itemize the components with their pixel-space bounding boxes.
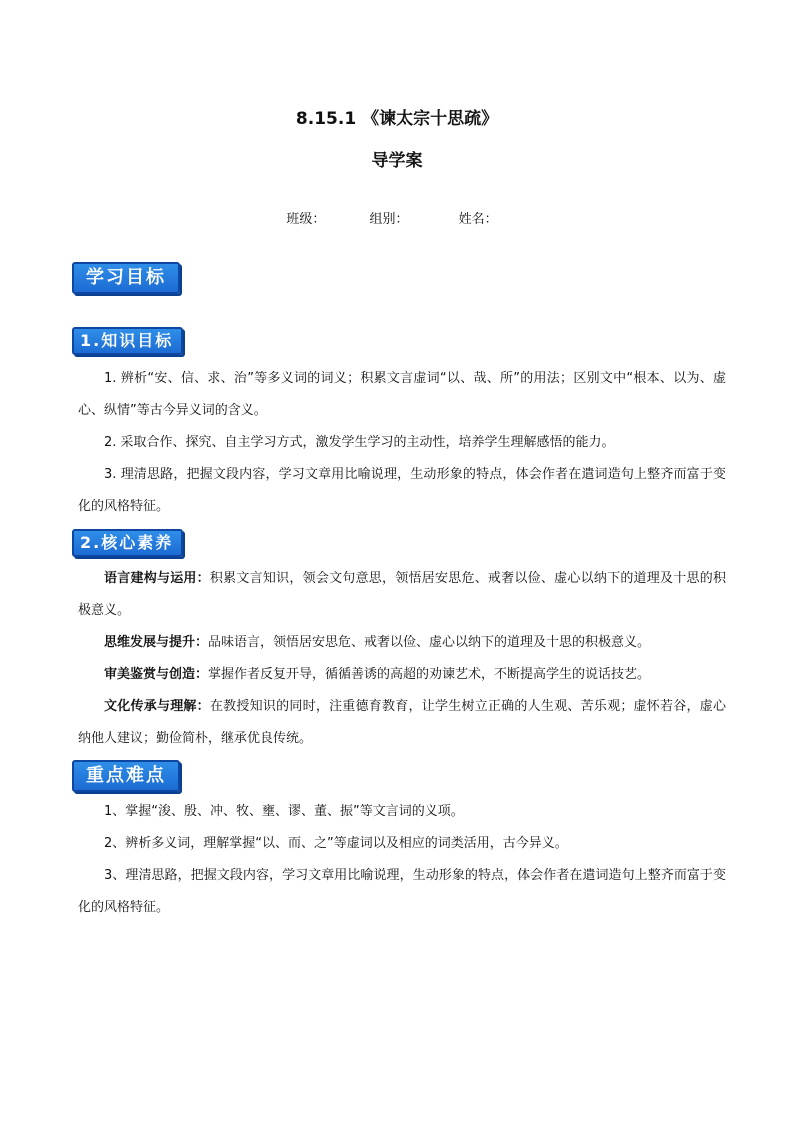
core-item bbox=[78, 563, 726, 627]
learning-goals-badge: 学习目标 bbox=[72, 262, 180, 294]
key-item: 1、掌握“浚、殷、冲、牧、壅、谬、董、振”等文言词的义项。 bbox=[104, 804, 464, 819]
core-item bbox=[78, 659, 726, 691]
core-item bbox=[78, 627, 726, 659]
core-item-text: 品味语言，领悟居安思危、戒奢以俭、虚心以纳下的道理及十思的积极意义。 bbox=[208, 635, 651, 650]
core-item-text: 掌握作者反复开导，循循善诱的高超的劝谏艺术，不断提高学生的说话技艺。 bbox=[208, 667, 651, 682]
core-item-label: 文化传承与理解： bbox=[104, 699, 210, 714]
knowledge-item: 3. 理清思路，把握文段内容，学习文章用比喻说理，生动形象的特点，体会作者在遣词造句上整齐而富于变化的风格特征。 bbox=[78, 467, 726, 514]
core-item-label: 语言建构与运用： bbox=[104, 571, 210, 586]
knowledge-item: 2. 采取合作、探究、自主学习方式，激发学生学习的主动性，培养学生理解感悟的能力。 bbox=[104, 435, 615, 450]
student-info-line bbox=[0, 208, 794, 227]
page-title: 8.15.1 《谏太宗十思疏》 bbox=[295, 109, 499, 129]
core-literacy-badge: 2.核心素养 bbox=[72, 529, 183, 557]
key-item: 3、理清思路，把握文段内容，学习文章用比喻说理，生动形象的特点，体会作者在遣词造句上整齐而富于变化的风格特征。 bbox=[78, 868, 726, 915]
core-item-label: 思维发展与提升： bbox=[104, 635, 209, 650]
page-subtitle: 导学案 bbox=[371, 151, 423, 171]
knowledge-goals-badge: 1.知识目标 bbox=[72, 327, 183, 355]
group-label: 组别： bbox=[369, 212, 409, 227]
key-difficult-points-badge: 重点难点 bbox=[72, 760, 180, 792]
core-item-text: 积累文言知识，领会文句意思，领悟居安思危、戒奢以俭、虚心以纳下的道理及十思的积极意义。 bbox=[78, 571, 726, 618]
core-item bbox=[78, 691, 726, 755]
knowledge-item: 1. 辨析“安、信、求、治”等多义词的词义；积累文言虚词“以、哉、所”的用法；区别文中“根本、以为、虚心、纵情”等古今异义词的含义。 bbox=[78, 371, 726, 418]
key-item: 2、辨析多义词，理解掌握“以、而、之”等虚词以及相应的词类活用，古今异义。 bbox=[104, 836, 568, 851]
name-label: 姓名： bbox=[458, 212, 498, 227]
core-item-label: 审美鉴赏与创造： bbox=[104, 667, 209, 682]
class-label: 班级： bbox=[286, 212, 326, 227]
core-item-text: 在教授知识的同时，注重德育教育，让学生树立正确的人生观、苦乐观；虚怀若谷，虚心纳他人建议；勤俭简朴，继承优良传统。 bbox=[78, 699, 726, 746]
